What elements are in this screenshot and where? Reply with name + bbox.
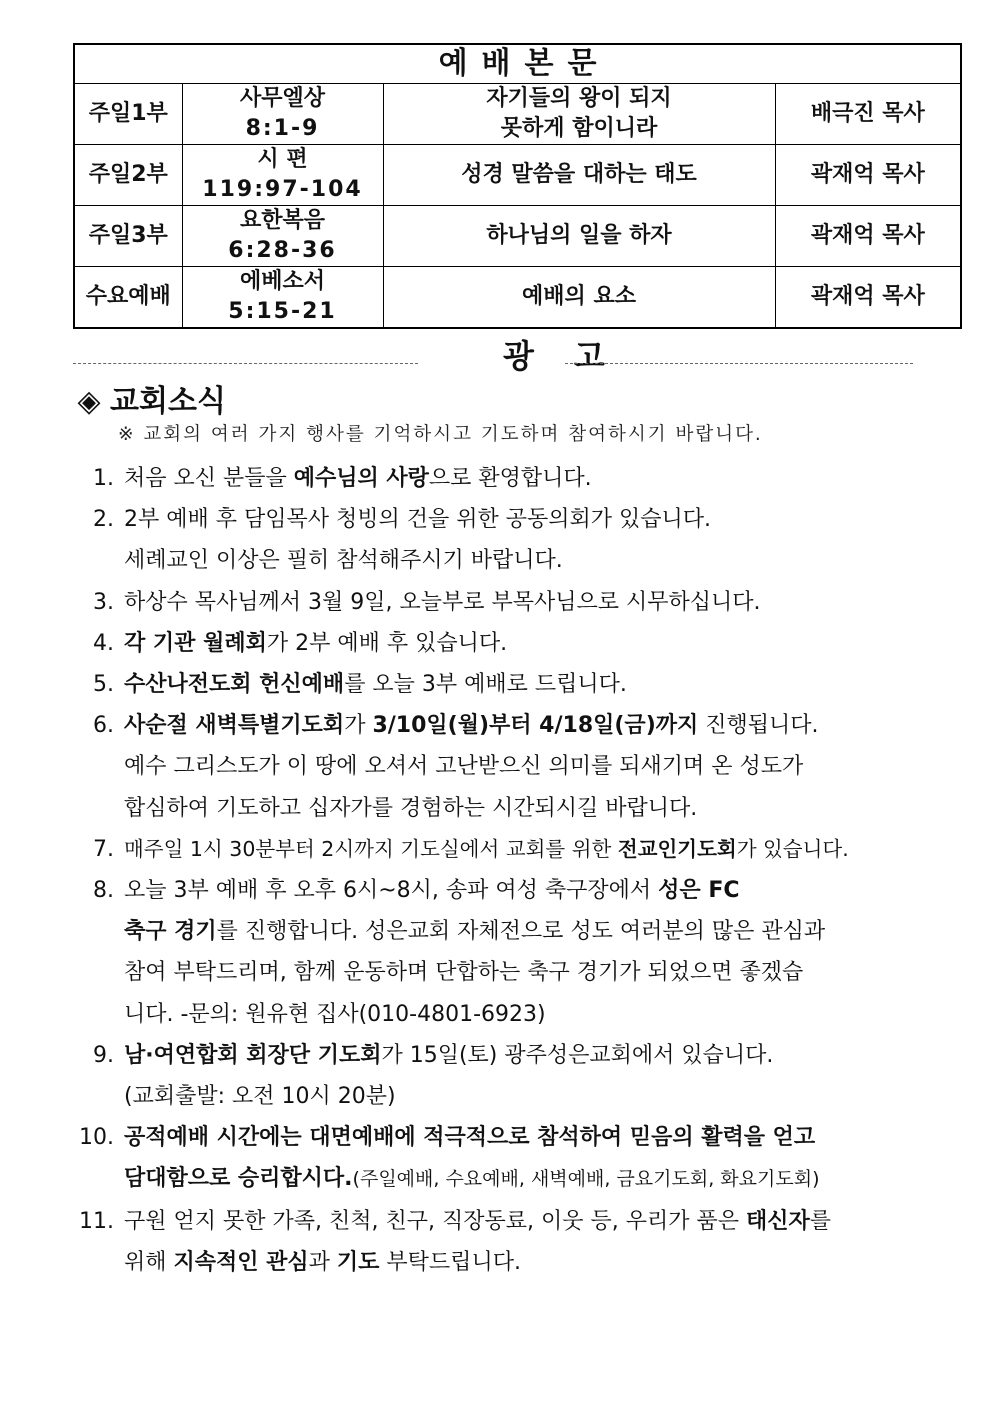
list-item: 1. 처음 오신 분들을 예수님의 사랑으로 환영합니다. bbox=[72, 458, 952, 499]
item-number: 3. bbox=[93, 589, 114, 615]
list-item: 6. 사순절 새벽특별기도회가 3/10일(월)부터 4/18일(금)까지 진행됩니다. 예수 그리스도가 이 땅에 오셔서 고난받으신 의미를 되새기며 온 성도가 합심하여 기도하고 십자가를 경험하는 시간되시길 바랍니다. bbox=[72, 705, 952, 829]
list-item: 5. 수산나전도회 헌신예배를 오늘 3부 예배로 드립니다. bbox=[72, 664, 952, 705]
service-name: 수요예배 bbox=[74, 267, 182, 329]
sermon-title: 자기들의 왕이 되지 못하게 함이니라 bbox=[383, 84, 775, 145]
list-item: 4. 각 기관 월례회가 2부 예배 후 있습니다. bbox=[72, 623, 952, 664]
item-number: 5. bbox=[93, 672, 114, 698]
announcements-heading bbox=[73, 336, 913, 376]
table-row bbox=[74, 206, 961, 267]
sermon-table bbox=[73, 43, 962, 329]
divider bbox=[565, 363, 913, 364]
service-name: 주일3부 bbox=[74, 206, 182, 267]
scripture-ref: 사무엘상 8:1-9 bbox=[182, 84, 383, 145]
list-item: 3. 하상수 목사님께서 3월 9일, 오늘부로 부목사님으로 시무하십니다. bbox=[72, 582, 952, 623]
service-name: 주일1부 bbox=[74, 84, 182, 145]
item-number: 8. bbox=[93, 878, 114, 904]
list-item: 7. 매주일 1시 30분부터 2시까지 기도실에서 교회를 위한 전교인기도회가 있습니다. bbox=[72, 829, 952, 870]
list-item: 10. 공적예배 시간에는 대면예배에 적극적으로 참석하여 믿음의 활력을 얻고 담대함으로 승리합시다.(주일예배, 수요예배, 새벽예배, 금요기도회, 화요기도회) bbox=[72, 1117, 952, 1200]
item-number: 7. bbox=[93, 836, 114, 862]
diamond-icon: ◈ bbox=[77, 384, 101, 419]
list-item: 2. 2부 예배 후 담임목사 청빙의 건을 위한 공동의회가 있습니다. 세례교인 이상은 필히 참석해주시기 바랍니다. bbox=[72, 499, 952, 581]
scripture-ref: 에베소서 5:15-21 bbox=[182, 267, 383, 329]
item-number: 2. bbox=[93, 507, 114, 533]
scripture-ref: 시 편 119:97-104 bbox=[182, 145, 383, 206]
item-number: 1. bbox=[93, 466, 114, 491]
service-name: 주일2부 bbox=[74, 145, 182, 206]
scripture-ref: 요한복음 6:28-36 bbox=[182, 206, 383, 267]
preacher: 곽재억 목사 bbox=[775, 145, 961, 206]
sermon-title: 하나님의 일을 하자 bbox=[383, 206, 775, 267]
divider bbox=[73, 363, 418, 364]
sermon-title: 성경 말씀을 대하는 태도 bbox=[383, 145, 775, 206]
preacher: 곽재억 목사 bbox=[775, 206, 961, 267]
table-row bbox=[74, 267, 961, 329]
section-title-text: 교회소식 bbox=[110, 384, 226, 419]
item-number: 9. bbox=[93, 1042, 114, 1068]
section-note: ※ 교회의 여러 가지 행사를 기억하시고 기도하며 참여하시기 바랍니다. bbox=[118, 424, 763, 445]
sermon-table-header: 예배본문 bbox=[74, 44, 961, 84]
announcements-title: 광고 bbox=[503, 337, 645, 375]
announcement-list bbox=[72, 458, 952, 1283]
item-number: 10. bbox=[79, 1125, 114, 1151]
table-row bbox=[74, 84, 961, 145]
preacher: 곽재억 목사 bbox=[775, 267, 961, 329]
list-item: 11. 구원 얻지 못한 가족, 친척, 친구, 직장동료, 이웃 등, 우리가 품은 태신자를 위해 지속적인 관심과 기도 부탁드립니다. bbox=[72, 1201, 952, 1283]
item-number: 4. bbox=[93, 630, 114, 656]
list-item: 9. 남·여연합회 회장단 기도회가 15일(토) 광주성은교회에서 있습니다. (교회출발: 오전 10시 20분) bbox=[72, 1035, 952, 1117]
section-title bbox=[76, 382, 226, 422]
sermon-title: 예배의 요소 bbox=[383, 267, 775, 329]
list-item: 8. 오늘 3부 예배 후 오후 6시~8시, 송파 여성 축구장에서 성은 FC 축구 경기를 진행합니다. 성은교회 자체전으로 성도 여러분의 많은 관심과 참여 부탁드리며, 함께 운동하며 단합하는 축구 경기가 되었으면 좋겠습 니다. -문의: 원유현 집사(010-4801-6923) bbox=[72, 870, 952, 1035]
item-number: 6. bbox=[93, 713, 114, 739]
preacher: 배극진 목사 bbox=[775, 84, 961, 145]
item-number: 11. bbox=[79, 1208, 114, 1234]
sermon-table-wrap bbox=[73, 43, 960, 329]
table-row bbox=[74, 145, 961, 206]
